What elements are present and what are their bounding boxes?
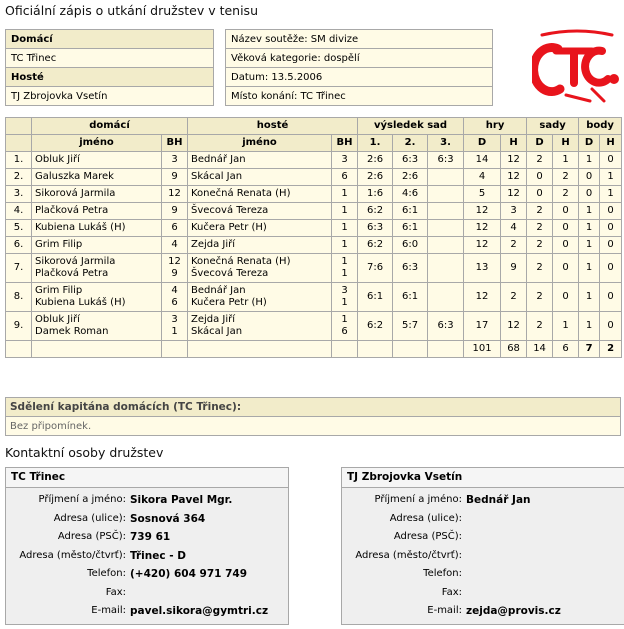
away-label: Hosté bbox=[6, 68, 214, 87]
away-player bbox=[188, 283, 332, 312]
games-d: 12 bbox=[464, 220, 501, 237]
sets-d: 0 bbox=[527, 169, 553, 186]
tc-trinec-logo-icon bbox=[532, 25, 624, 105]
away-player bbox=[188, 203, 332, 220]
sets-h: 0 bbox=[553, 283, 579, 312]
home-bh-line: 9 bbox=[171, 268, 178, 279]
contact-team-home: TC Třinec bbox=[6, 468, 288, 488]
set-2: 6:1 bbox=[393, 220, 428, 237]
away-player-line: Kučera Petr (H) bbox=[191, 222, 267, 233]
contact-label: Adresa (PSČ): bbox=[393, 531, 462, 542]
away-player bbox=[188, 254, 332, 283]
sets-d: 0 bbox=[527, 186, 553, 203]
set-1: 6:3 bbox=[358, 220, 393, 237]
sets-h: 1 bbox=[553, 312, 579, 341]
contact-row bbox=[342, 528, 624, 547]
sets-h: 0 bbox=[553, 203, 579, 220]
contact-row bbox=[6, 491, 288, 510]
away-player bbox=[188, 220, 332, 237]
away-player-line: Zejda Jiří bbox=[191, 314, 236, 325]
contact-row bbox=[6, 547, 288, 566]
total-games-h: 68 bbox=[501, 341, 527, 358]
header-sets: sady bbox=[527, 118, 579, 135]
home-bh-line: 6 bbox=[171, 297, 178, 308]
games-d: 12 bbox=[464, 237, 501, 254]
set-1: 6:1 bbox=[358, 283, 393, 312]
match-info-box bbox=[225, 29, 493, 106]
contact-team-away: TJ Zbrojovka Vsetín bbox=[342, 468, 624, 488]
header-home: domácí bbox=[32, 118, 188, 135]
away-player-line: Skácal Jan bbox=[191, 326, 243, 337]
set-1: 6:2 bbox=[358, 237, 393, 254]
sets-h: 0 bbox=[553, 254, 579, 283]
contact-value: pavel.sikora@gymtri.cz bbox=[130, 605, 269, 617]
games-d: 5 bbox=[464, 186, 501, 203]
contact-row bbox=[342, 547, 624, 566]
home-player bbox=[32, 237, 162, 254]
contact-row bbox=[6, 602, 288, 621]
home-player-line: Sikorová Jarmila bbox=[35, 256, 116, 267]
contact-label: Telefon: bbox=[423, 568, 462, 579]
away-bh-line: 1 bbox=[341, 268, 348, 279]
captain-note bbox=[5, 397, 621, 436]
header-games: hry bbox=[464, 118, 527, 135]
page-title: Oficiální zápis o utkání družstev v tenisu bbox=[5, 3, 258, 18]
sets-h: 0 bbox=[553, 220, 579, 237]
away-player bbox=[188, 152, 332, 169]
home-player bbox=[32, 186, 162, 203]
games-d: 4 bbox=[464, 169, 501, 186]
away-bh bbox=[332, 220, 358, 237]
home-team: TC Třinec bbox=[6, 49, 214, 68]
games-h: 12 bbox=[501, 312, 527, 341]
set-3: 6:3 bbox=[428, 152, 464, 169]
home-player bbox=[32, 254, 162, 283]
set-2: 6:1 bbox=[393, 283, 428, 312]
total-sets-h: 6 bbox=[553, 341, 579, 358]
home-bh bbox=[162, 283, 188, 312]
contact-box-away bbox=[341, 467, 624, 625]
away-player bbox=[188, 312, 332, 341]
away-player-line: Konečná Renata (H) bbox=[191, 188, 291, 199]
away-player bbox=[188, 186, 332, 203]
away-bh-line: 1 bbox=[341, 314, 348, 325]
home-player bbox=[32, 152, 162, 169]
home-player-line: Grim Filip bbox=[35, 239, 83, 250]
contact-label: Adresa (město/čtvrť): bbox=[355, 549, 462, 561]
home-bh bbox=[162, 312, 188, 341]
header-result: výsledek sad bbox=[358, 118, 464, 135]
totals-empty bbox=[32, 341, 162, 358]
set-3: 6:3 bbox=[428, 312, 464, 341]
contact-label: Příjmení a jméno: bbox=[374, 494, 462, 505]
contact-row bbox=[6, 584, 288, 603]
sets-h: 0 bbox=[553, 237, 579, 254]
totals-empty bbox=[358, 341, 393, 358]
total-sets-d: 14 bbox=[527, 341, 553, 358]
sets-d: 2 bbox=[527, 283, 553, 312]
table-row bbox=[6, 254, 622, 283]
total-games-d: 101 bbox=[464, 341, 501, 358]
games-h: 12 bbox=[501, 152, 527, 169]
subheader-games-d: D bbox=[464, 135, 501, 152]
games-h: 9 bbox=[501, 254, 527, 283]
away-player-line: Kučera Petr (H) bbox=[191, 297, 267, 308]
home-player-line: Plačková Petra bbox=[35, 268, 109, 279]
set-2: 4:6 bbox=[393, 186, 428, 203]
contact-label: Telefon: bbox=[87, 568, 126, 579]
away-bh-line: 3 bbox=[341, 285, 348, 296]
away-bh-line: 1 bbox=[341, 297, 348, 308]
sets-d: 2 bbox=[527, 152, 553, 169]
totals-empty bbox=[393, 341, 428, 358]
home-bh-line: 12 bbox=[168, 256, 181, 267]
games-d: 17 bbox=[464, 312, 501, 341]
teams-box bbox=[5, 29, 214, 106]
away-bh-line: 1 bbox=[341, 188, 348, 199]
set-3 bbox=[428, 254, 464, 283]
sets-d: 2 bbox=[527, 237, 553, 254]
away-bh bbox=[332, 203, 358, 220]
row-number: 3. bbox=[6, 186, 32, 203]
header-points: body bbox=[579, 118, 622, 135]
games-h: 2 bbox=[501, 237, 527, 254]
points-h: 0 bbox=[600, 312, 622, 341]
contact-value: 739 61 bbox=[130, 531, 171, 543]
venue-info: Místo konání: TC Třinec bbox=[226, 87, 493, 106]
games-h: 12 bbox=[501, 169, 527, 186]
away-bh-line: 6 bbox=[341, 171, 348, 182]
points-d: 1 bbox=[579, 203, 600, 220]
contact-value: (+420) 604 971 749 bbox=[130, 568, 248, 580]
home-bh-line: 9 bbox=[171, 171, 178, 182]
competition-info: Název soutěže: SM divize bbox=[226, 30, 493, 49]
away-bh bbox=[332, 152, 358, 169]
points-h: 0 bbox=[600, 203, 622, 220]
table-row bbox=[6, 152, 622, 169]
set-3 bbox=[428, 283, 464, 312]
set-2: 6:3 bbox=[393, 152, 428, 169]
totals-empty bbox=[332, 341, 358, 358]
away-player-line: Konečná Renata (H) bbox=[191, 256, 291, 267]
points-d: 1 bbox=[579, 312, 600, 341]
contact-label: Adresa (PSČ): bbox=[57, 531, 126, 542]
set-1: 6:2 bbox=[358, 203, 393, 220]
away-player-line: Zejda Jiří bbox=[191, 239, 236, 250]
totals-empty bbox=[162, 341, 188, 358]
contacts-title: Kontaktní osoby družstev bbox=[5, 445, 164, 460]
points-h: 0 bbox=[600, 220, 622, 237]
note-header: Sdělení kapitána domácích (TC Třinec): bbox=[6, 398, 621, 417]
contact-label: Příjmení a jméno: bbox=[38, 494, 126, 505]
contact-label: Adresa (ulice): bbox=[389, 512, 462, 524]
home-bh bbox=[162, 220, 188, 237]
set-3 bbox=[428, 203, 464, 220]
games-d: 12 bbox=[464, 203, 501, 220]
away-player-line: Bednář Jan bbox=[191, 285, 246, 296]
points-d: 1 bbox=[579, 254, 600, 283]
subheader-home-name: jméno bbox=[32, 135, 162, 152]
contact-row bbox=[6, 528, 288, 547]
set-2: 5:7 bbox=[393, 312, 428, 341]
sets-h: 2 bbox=[553, 186, 579, 203]
home-bh bbox=[162, 203, 188, 220]
total-points-d: 7 bbox=[579, 341, 600, 358]
set-2: 6:3 bbox=[393, 254, 428, 283]
subheader-away-bh: BH bbox=[332, 135, 358, 152]
away-bh bbox=[332, 169, 358, 186]
home-player-line: Grim Filip bbox=[35, 285, 83, 296]
sets-h: 1 bbox=[553, 152, 579, 169]
home-player-line: Galuszka Marek bbox=[35, 171, 114, 182]
contact-box-home bbox=[5, 467, 289, 625]
table-row bbox=[6, 220, 622, 237]
row-number: 8. bbox=[6, 283, 32, 312]
table-row bbox=[6, 186, 622, 203]
away-bh bbox=[332, 237, 358, 254]
set-2: 6:0 bbox=[393, 237, 428, 254]
points-h: 0 bbox=[600, 254, 622, 283]
set-1: 6:2 bbox=[358, 312, 393, 341]
subheader-sets-d: D bbox=[527, 135, 553, 152]
set-3 bbox=[428, 220, 464, 237]
points-h: 0 bbox=[600, 283, 622, 312]
row-number: 5. bbox=[6, 220, 32, 237]
subheader-sets-h: H bbox=[553, 135, 579, 152]
home-player-line: Plačková Petra bbox=[35, 205, 109, 216]
table-row bbox=[6, 169, 622, 186]
total-points-h: 2 bbox=[600, 341, 622, 358]
points-h: 0 bbox=[600, 152, 622, 169]
away-player-line: Švecová Tereza bbox=[191, 205, 269, 216]
games-d: 13 bbox=[464, 254, 501, 283]
subheader-games-h: H bbox=[501, 135, 527, 152]
points-d: 1 bbox=[579, 283, 600, 312]
home-player-line: Obluk Jiří bbox=[35, 154, 80, 165]
table-row bbox=[6, 312, 622, 341]
totals-row bbox=[6, 341, 622, 358]
home-player bbox=[32, 283, 162, 312]
date-info: Datum: 13.5.2006 bbox=[226, 68, 493, 87]
set-2: 2:6 bbox=[393, 169, 428, 186]
subheader-set-3: 3. bbox=[428, 135, 464, 152]
row-number: 9. bbox=[6, 312, 32, 341]
games-h: 12 bbox=[501, 186, 527, 203]
games-d: 14 bbox=[464, 152, 501, 169]
sets-d: 2 bbox=[527, 203, 553, 220]
table-row bbox=[6, 237, 622, 254]
home-bh-line: 6 bbox=[171, 222, 178, 233]
home-player-line: Damek Roman bbox=[35, 326, 109, 337]
set-3 bbox=[428, 186, 464, 203]
home-bh-line: 3 bbox=[171, 154, 178, 165]
games-h: 2 bbox=[501, 283, 527, 312]
contact-value: zejda@provis.cz bbox=[466, 605, 561, 617]
away-bh-line: 1 bbox=[341, 205, 348, 216]
sets-h: 2 bbox=[553, 169, 579, 186]
games-h: 4 bbox=[501, 220, 527, 237]
contact-label: E-mail: bbox=[427, 605, 462, 616]
home-bh bbox=[162, 186, 188, 203]
contact-label: E-mail: bbox=[91, 605, 126, 616]
row-number: 4. bbox=[6, 203, 32, 220]
points-d: 1 bbox=[579, 152, 600, 169]
sets-d: 2 bbox=[527, 312, 553, 341]
home-bh-line: 3 bbox=[171, 314, 178, 325]
home-player-line: Obluk Jiří bbox=[35, 314, 80, 325]
home-bh bbox=[162, 169, 188, 186]
home-bh-line: 4 bbox=[171, 285, 178, 296]
away-bh bbox=[332, 186, 358, 203]
away-bh-line: 3 bbox=[341, 154, 348, 165]
subheader-points-d: D bbox=[579, 135, 600, 152]
table-row bbox=[6, 283, 622, 312]
points-h: 1 bbox=[600, 186, 622, 203]
away-player-line: Švecová Tereza bbox=[191, 268, 269, 279]
home-player bbox=[32, 312, 162, 341]
home-bh bbox=[162, 254, 188, 283]
points-h: 1 bbox=[600, 169, 622, 186]
home-player bbox=[32, 220, 162, 237]
row-number: 1. bbox=[6, 152, 32, 169]
set-2: 6:1 bbox=[393, 203, 428, 220]
away-bh bbox=[332, 283, 358, 312]
games-d: 12 bbox=[464, 283, 501, 312]
away-bh-line: 1 bbox=[341, 239, 348, 250]
points-d: 1 bbox=[579, 220, 600, 237]
away-player bbox=[188, 169, 332, 186]
row-number: 7. bbox=[6, 254, 32, 283]
contact-label: Adresa (ulice): bbox=[53, 512, 126, 524]
subheader-points-h: H bbox=[600, 135, 622, 152]
contact-row bbox=[342, 584, 624, 603]
away-player bbox=[188, 237, 332, 254]
contact-label: Fax: bbox=[441, 586, 462, 598]
row-number: 6. bbox=[6, 237, 32, 254]
away-player-line: Bednář Jan bbox=[191, 154, 246, 165]
points-d: 1 bbox=[579, 237, 600, 254]
match-results-table bbox=[5, 117, 622, 358]
contact-row bbox=[6, 565, 288, 584]
home-player bbox=[32, 203, 162, 220]
away-bh bbox=[332, 312, 358, 341]
home-bh-line: 9 bbox=[171, 205, 178, 216]
set-1: 1:6 bbox=[358, 186, 393, 203]
home-bh-line: 1 bbox=[171, 326, 178, 337]
home-player-line: Kubiena Lukáš (H) bbox=[35, 222, 126, 233]
points-d: 0 bbox=[579, 186, 600, 203]
away-team: TJ Zbrojovka Vsetín bbox=[6, 87, 214, 106]
away-bh-line: 1 bbox=[341, 222, 348, 233]
category-info: Věková kategorie: dospělí bbox=[226, 49, 493, 68]
home-player-line: Sikorová Jarmila bbox=[35, 188, 116, 199]
home-label: Domácí bbox=[6, 30, 214, 49]
subheader-away-name: jméno bbox=[188, 135, 332, 152]
contact-value: Sosnová 364 bbox=[130, 512, 206, 525]
contact-label: Fax: bbox=[105, 586, 126, 598]
note-text: Bez připomínek. bbox=[6, 417, 621, 436]
away-bh bbox=[332, 254, 358, 283]
points-h: 0 bbox=[600, 237, 622, 254]
set-3 bbox=[428, 237, 464, 254]
contact-value: Třinec - D bbox=[130, 549, 186, 562]
contact-row bbox=[342, 602, 624, 621]
contact-label: Adresa (město/čtvrť): bbox=[19, 549, 126, 561]
subheader-home-bh: BH bbox=[162, 135, 188, 152]
set-1: 2:6 bbox=[358, 169, 393, 186]
row-number: 2. bbox=[6, 169, 32, 186]
set-1: 2:6 bbox=[358, 152, 393, 169]
contact-row bbox=[342, 491, 624, 510]
sets-d: 2 bbox=[527, 220, 553, 237]
totals-empty bbox=[188, 341, 332, 358]
away-bh-line: 1 bbox=[341, 256, 348, 267]
home-bh-line: 12 bbox=[168, 188, 181, 199]
contact-value: Bednář Jan bbox=[466, 494, 531, 506]
totals-empty bbox=[6, 341, 32, 358]
games-h: 3 bbox=[501, 203, 527, 220]
totals-empty bbox=[428, 341, 464, 358]
contact-row bbox=[342, 565, 624, 584]
away-bh-line: 6 bbox=[341, 326, 348, 337]
set-3 bbox=[428, 169, 464, 186]
subheader-set-2: 2. bbox=[393, 135, 428, 152]
points-d: 0 bbox=[579, 169, 600, 186]
contact-value: Sikora Pavel Mgr. bbox=[130, 494, 233, 506]
home-bh bbox=[162, 237, 188, 254]
home-bh-line: 4 bbox=[171, 239, 178, 250]
contact-row bbox=[342, 510, 624, 529]
sets-d: 2 bbox=[527, 254, 553, 283]
set-1: 7:6 bbox=[358, 254, 393, 283]
home-player-line: Kubiena Lukáš (H) bbox=[35, 297, 126, 308]
home-bh bbox=[162, 152, 188, 169]
subheader-set-1: 1. bbox=[358, 135, 393, 152]
away-player-line: Skácal Jan bbox=[191, 171, 243, 182]
header-away: hosté bbox=[188, 118, 358, 135]
contact-row bbox=[6, 510, 288, 529]
home-player bbox=[32, 169, 162, 186]
table-row bbox=[6, 203, 622, 220]
